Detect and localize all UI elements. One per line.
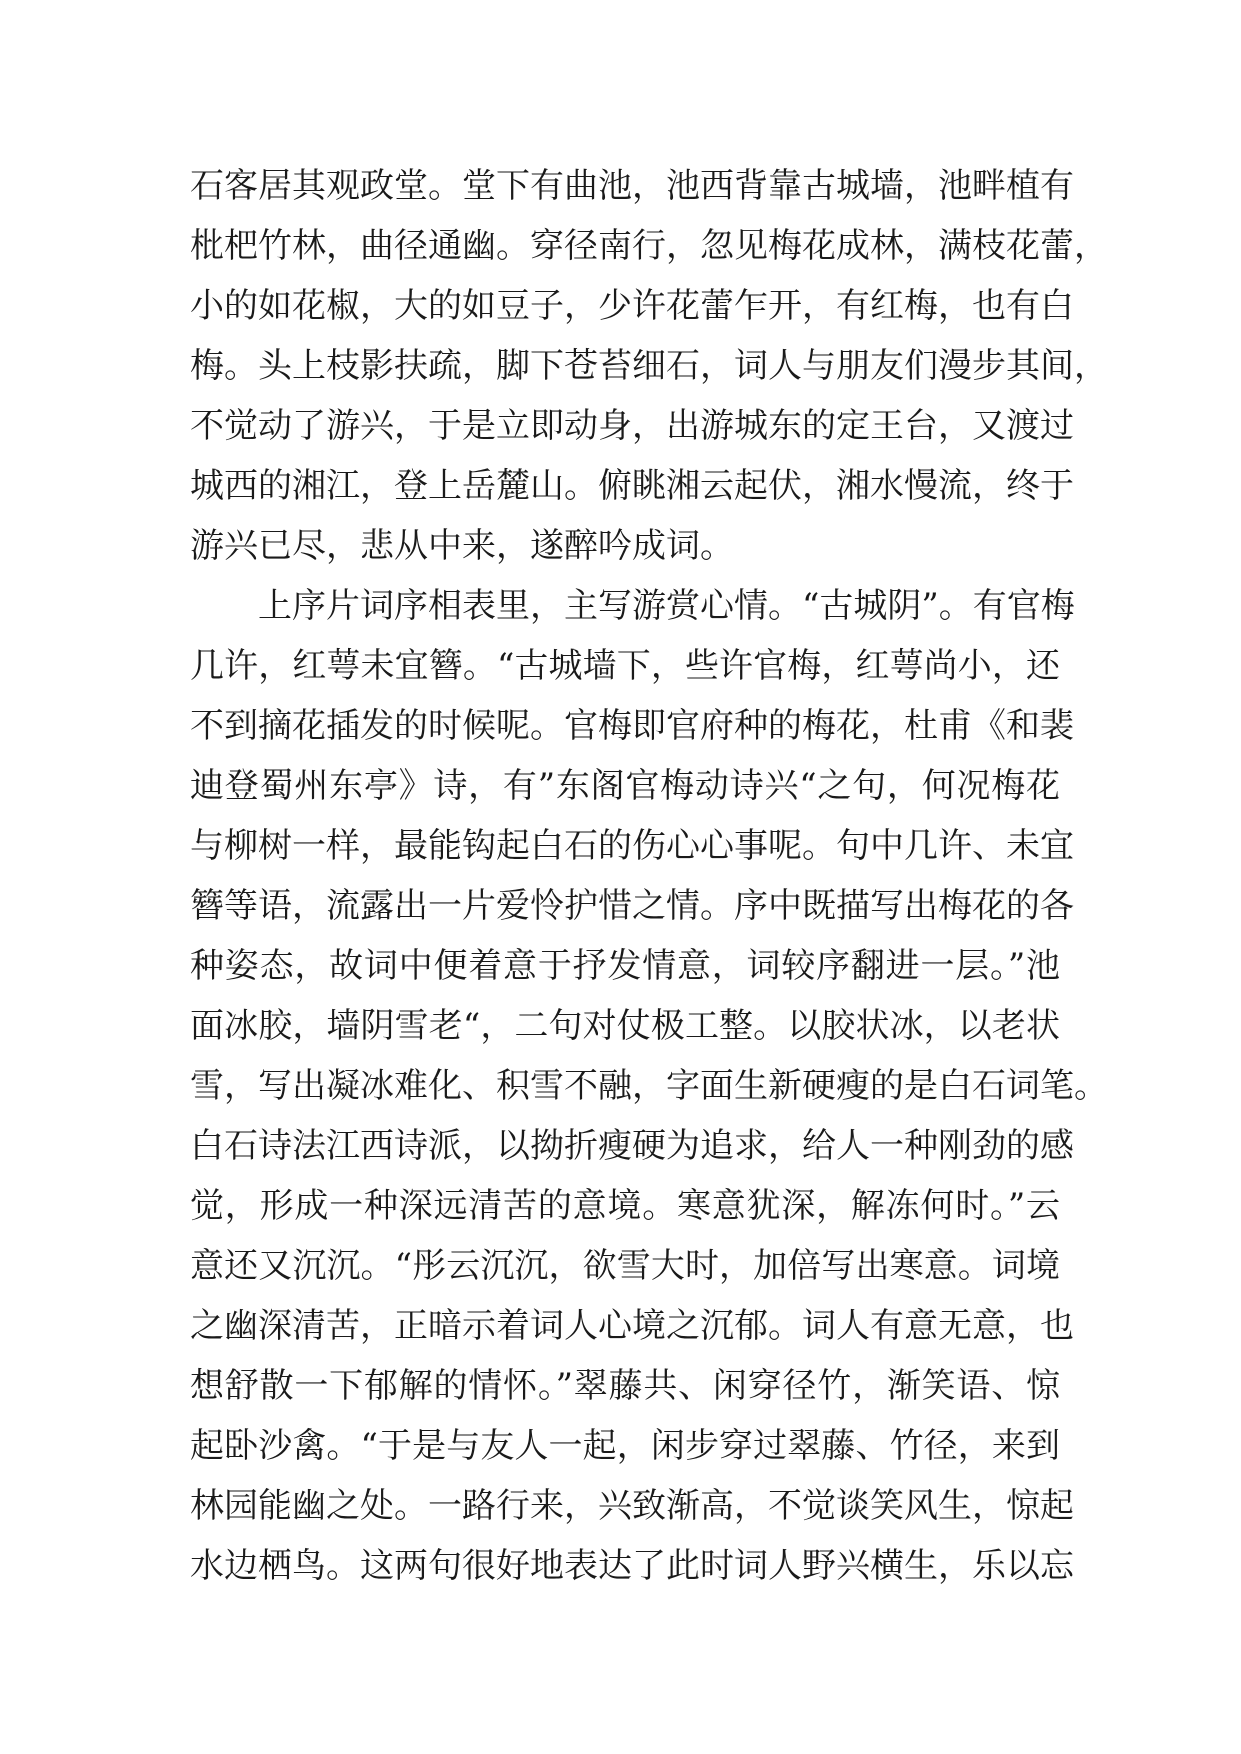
text-line: 梅。头上枝影扶疏，脚下苍苔细石，词人与朋友们漫步其间，: [190, 346, 1108, 386]
text-line: 游兴已尽，悲从中来，遂醉吟成词。: [190, 526, 734, 566]
text-line: 水边栖鸟。这两句很好地表达了此时词人野兴横生，乐以忘: [190, 1546, 1074, 1586]
text-line: 白石诗法江西诗派，以拗折瘦硬为追求，给人一种刚劲的感: [190, 1126, 1074, 1166]
text-line: 不到摘花插发的时候呢。官梅即官府种的梅花，杜甫《和裴: [190, 706, 1074, 746]
text-line: 雪，写出凝冰难化、积雪不融，字面生新硬瘦的是白石词笔。: [190, 1066, 1108, 1106]
text-line: 种姿态，故词中便着意于抒发情意，词较序翻进一层。”池: [190, 946, 1060, 986]
text-line: 觉，形成一种深远清苦的意境。寒意犹深，解冻何时。”云: [190, 1186, 1060, 1226]
text-line: 林园能幽之处。一路行来，兴致渐高，不觉谈笑风生，惊起: [190, 1486, 1074, 1526]
text-line: 面冰胶，墙阴雪老“，二句对仗极工整。以胶状冰，以老状: [190, 1006, 1060, 1046]
text-line: 与柳树一样，最能钩起白石的伤心心事呢。句中几许、未宜: [190, 826, 1074, 866]
text-line: 城西的湘江，登上岳麓山。俯眺湘云起伏，湘水慢流，终于: [190, 466, 1074, 506]
text-line: 枇杷竹林，曲径通幽。穿径南行，忽见梅花成林，满枝花蕾，: [190, 226, 1108, 266]
text-line: 迪登蜀州东亭》诗，有”东阁官梅动诗兴“之句，何况梅花: [190, 766, 1060, 806]
text-line: 想舒散一下郁解的情怀。”翠藤共、闲穿径竹，渐笑语、惊: [190, 1366, 1060, 1406]
text-line: 之幽深清苦，正暗示着词人心境之沉郁。词人有意无意，也: [190, 1306, 1074, 1346]
text-line: 石客居其观政堂。堂下有曲池，池西背靠古城墙，池畔植有: [190, 166, 1074, 206]
body-text: [190, 156, 1108, 1596]
text-line: 意还又沉沉。“彤云沉沉，欲雪大时，加倍写出寒意。词境: [190, 1246, 1060, 1286]
text-line: 不觉动了游兴，于是立即动身，出游城东的定王台，又渡过: [190, 406, 1074, 446]
paragraph-first-line: 上序片词序相表里，主写游赏心情。“古城阴”。有官梅: [258, 586, 1075, 626]
text-line: 小的如花椒，大的如豆子，少许花蕾乍开，有红梅，也有白: [190, 286, 1074, 326]
text-line: 簪等语，流露出一片爱怜护惜之情。序中既描写出梅花的各: [190, 886, 1074, 926]
text-line: 起卧沙禽。“于是与友人一起，闲步穿过翠藤、竹径，来到: [190, 1426, 1060, 1466]
text-line: 几许，红萼未宜簪。“古城墙下，些许官梅，红萼尚小，还: [190, 646, 1060, 686]
